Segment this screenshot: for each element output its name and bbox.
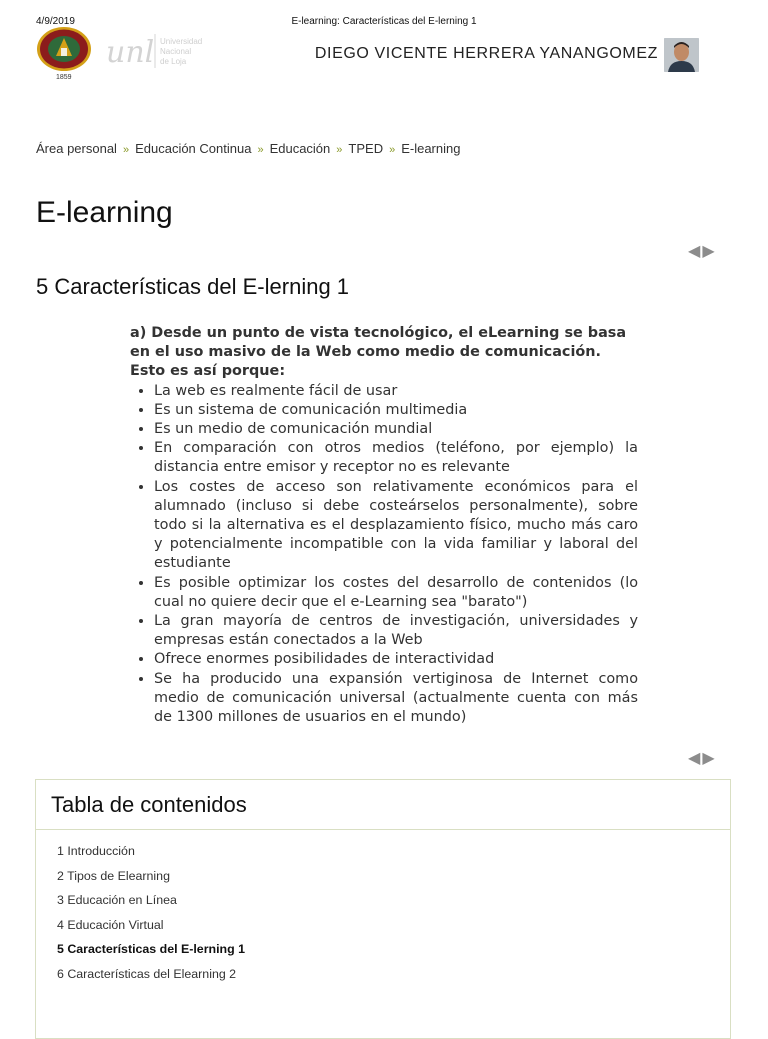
chapter-navigation-top [688, 241, 717, 261]
next-chapter-icon[interactable]: ▶ [702, 243, 717, 260]
toc-item[interactable]: 2 Tipos de Elearning [57, 868, 170, 883]
toc-header [36, 780, 730, 830]
list-item: • En comparación con otros medios (teléfono, por ejemplo) la distancia entre emisor y receptor no es relevante [154, 439, 638, 477]
chapter-content [130, 324, 638, 727]
list-item: • Ofrece enormes posibilidades de interactividad [154, 650, 638, 669]
breadcrumb-item-educacion[interactable]: Educación [269, 141, 331, 156]
breadcrumb-separator: » [122, 144, 130, 156]
user-avatar[interactable] [664, 38, 699, 72]
unl-line-1: Universidad [160, 37, 203, 46]
previous-chapter-icon[interactable]: ◀ [688, 750, 703, 767]
user-menu-name[interactable]: DIEGO VICENTE HERRERA YANANGOMEZ [314, 45, 658, 62]
breadcrumb-item-tped[interactable]: TPED [348, 141, 384, 156]
breadcrumb-item-e-learning[interactable]: E-learning [401, 141, 461, 156]
breadcrumb-separator: » [389, 144, 396, 156]
toc-item[interactable]: 6 Características del Elearning 2 [57, 966, 237, 981]
breadcrumb-separator: » [336, 144, 343, 156]
next-chapter-icon[interactable]: ▶ [702, 750, 717, 767]
intro-paragraph: a) Desde un punto de vista tecnológico, el eLearning se basa en el uso masivo de la Web como medio de comunicación. Esto es así porque: [130, 325, 627, 380]
unl-logo[interactable] [104, 28, 216, 72]
list-item: • Los costes de acceso son relativamente económicos para el alumnado (incluso si debe costeárselos personalmente), sobre todo si la alternativa es el desplazamiento físico, mucho más caro y potencialmente incompatible con la vida familiar y laboral del estudiante [154, 478, 638, 574]
svg-text:unl: unl [106, 35, 155, 70]
page-title: E-learning [36, 196, 173, 229]
toc-title: Tabla de contenidos [51, 792, 247, 817]
seal-year: 1859 [56, 74, 72, 81]
table-of-contents [35, 779, 731, 1039]
toc-item-current: 5 Características del E-lerning 1 [57, 942, 246, 957]
breadcrumb-item-educacion-continua[interactable]: Educación Continua [135, 141, 252, 156]
previous-chapter-icon[interactable]: ◀ [688, 243, 703, 260]
list-item: • La gran mayoría de centros de investigación, universidades y empresas están conectados a la Web [154, 612, 638, 650]
seal-icon [36, 26, 92, 72]
print-title: E-learning: Características del E-lerning 1 [291, 16, 477, 27]
list-item: • Es un medio de comunicación mundial [154, 420, 638, 439]
list-item: • La web es realmente fácil de usar [154, 382, 638, 401]
list-item: • Es posible optimizar los costes del desarrollo de contenidos (lo cual no quiere decir que el e-Learning sea "barato") [154, 574, 638, 612]
print-date: 4/9/2019 [36, 16, 75, 27]
chapter-navigation-bottom [688, 748, 717, 768]
breadcrumb-separator: » [257, 144, 264, 156]
chapter-title: 5 Características del E-lerning 1 [36, 274, 350, 299]
characteristics-list [130, 382, 638, 728]
list-item: • Es un sistema de comunicación multimedia [154, 401, 638, 420]
unl-line-2: Nacional [160, 47, 192, 56]
toc-item[interactable]: 4 Educación Virtual [57, 917, 164, 932]
unl-line-3: de Loja [160, 57, 187, 66]
list-item: • Se ha producido una expansión vertiginosa de Internet como medio de comunicación universal (actualmente cuenta con más de 1300 millones de usuarios en el mundo) [154, 670, 638, 728]
university-seal-logo[interactable] [36, 26, 92, 72]
toc-list [57, 844, 245, 992]
toc-item[interactable]: 1 Introducción [57, 844, 135, 858]
avatar-icon [664, 38, 699, 72]
breadcrumb [36, 141, 460, 156]
breadcrumb-item-area-personal[interactable]: Área personal [36, 141, 117, 156]
toc-item[interactable]: 3 Educación en Línea [57, 893, 177, 908]
